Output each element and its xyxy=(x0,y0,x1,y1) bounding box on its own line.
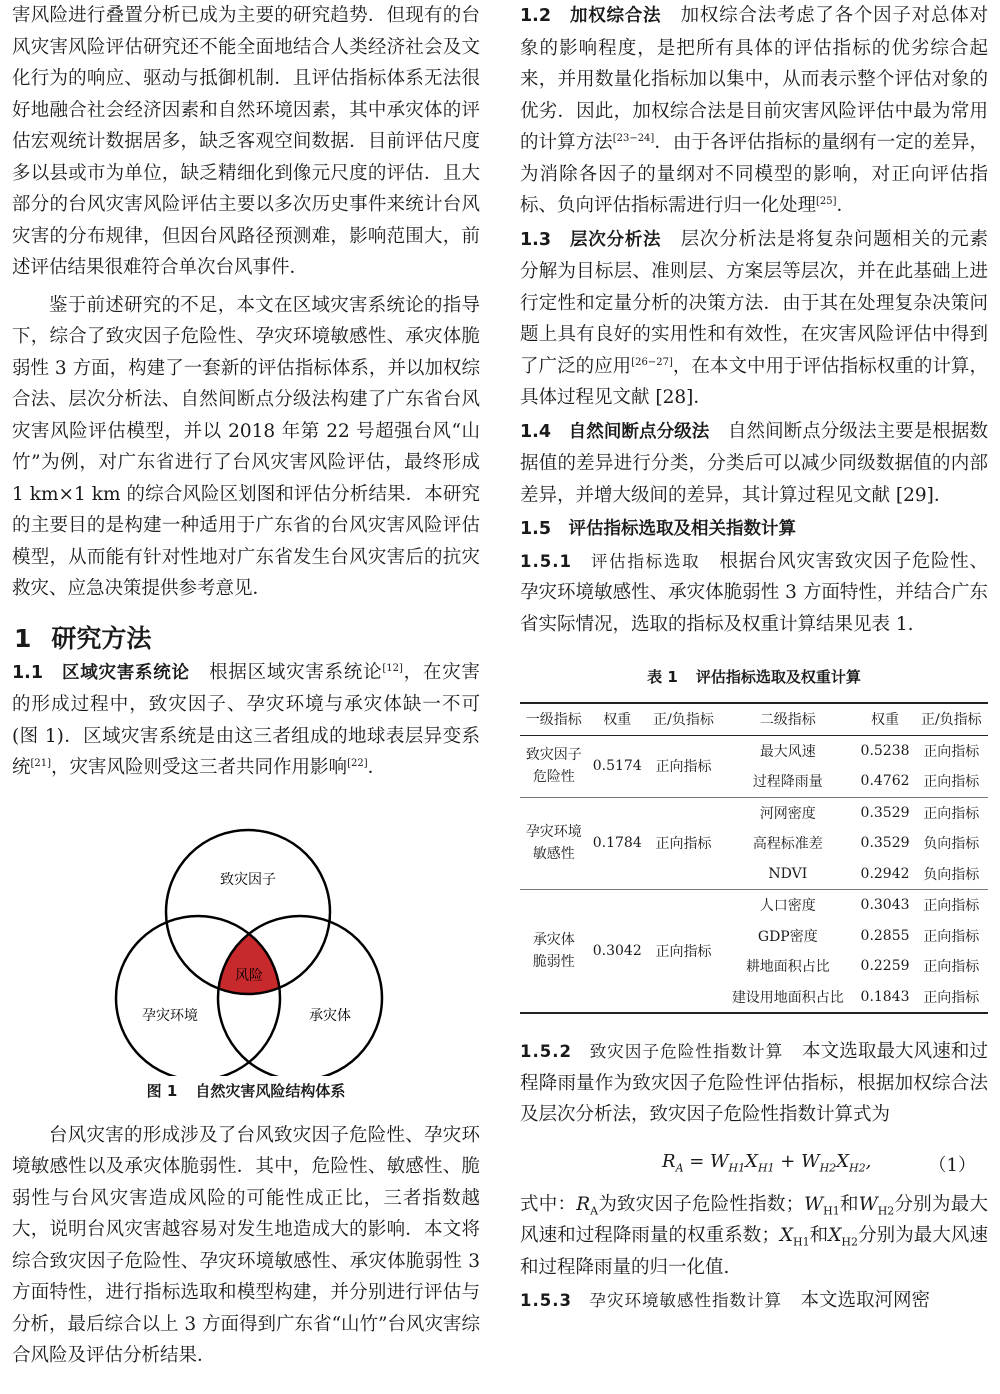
secondary-weight: 0.3043 xyxy=(860,897,910,914)
primary-direction: 正向指标 xyxy=(647,797,720,890)
paragraph-equation-variables: 式中：$R_A$为致灾因子危险性指数；$W_{H1}$和$W_{H2}$分别为最大风速和过程降雨量的权重系数；$X_{H1}$和$X_{H2}$分别为最大风速和过程降雨量的归一化值. xyxy=(520,1193,988,1278)
paragraph-1-5-1: 1.5.1 评估指标选取 根据台风灾害致灾因子危险性、孕灾环境敏感性、承灾体脆弱性 3 方面特性，并结合广东省实际情况，选取的指标及权重计算结果见表 1. xyxy=(520,550,988,635)
column-header: 二级指标 xyxy=(720,703,855,735)
secondary-indicator: 人口密度 xyxy=(759,898,816,915)
secondary-direction: 负向指标 xyxy=(915,859,988,890)
primary-indicator: 孕灾环境 敏感性 xyxy=(520,797,588,890)
heading-1-5-1: 评估指标选取 xyxy=(590,551,701,571)
secondary-direction: 正向指标 xyxy=(923,805,980,822)
secondary-weight: 0.4762 xyxy=(855,766,914,797)
table-header-row xyxy=(520,703,988,735)
section-number: 1 xyxy=(14,623,32,653)
exposure-circle xyxy=(218,916,382,1076)
column-header: 权重 xyxy=(855,703,914,735)
primary-indicator: 致灾因子 危险性 xyxy=(520,735,588,797)
citation: [26−27] xyxy=(631,356,673,368)
equation-number: （1） xyxy=(928,1154,976,1176)
primary-direction: 正向指标 xyxy=(647,735,720,797)
secondary-weight: 0.2855 xyxy=(860,927,910,944)
heading-1-3: 1.3 层次分析法 xyxy=(520,229,662,250)
table-1-caption: 表 1 评估指标选取及权重计算 xyxy=(647,668,861,686)
environment-circle xyxy=(116,916,280,1076)
secondary-indicator: 高程标准差 xyxy=(752,836,823,853)
secondary-direction: 正向指标 xyxy=(923,743,980,760)
table-row xyxy=(520,797,988,828)
secondary-weight: 0.2942 xyxy=(855,859,914,890)
column-header: 正/负指标 xyxy=(915,703,988,735)
left-column xyxy=(12,0,480,1372)
citation: [21] xyxy=(30,757,52,769)
heading-1-5: 1.5 评估指标选取及相关指数计算 xyxy=(520,519,796,539)
primary-indicator: 承灾体 脆弱性 xyxy=(520,890,588,1014)
venn-diagram xyxy=(12,788,480,1076)
secondary-weight: 0.2259 xyxy=(860,958,910,975)
secondary-direction: 正向指标 xyxy=(923,928,980,945)
secondary-weight: 0.5238 xyxy=(860,742,910,759)
equation-1 xyxy=(520,1151,988,1177)
secondary-direction: 正向指标 xyxy=(915,766,988,797)
citation: [22] xyxy=(347,757,368,769)
secondary-direction: 正向指标 xyxy=(923,959,980,976)
secondary-weight: 0.3529 xyxy=(860,804,910,821)
secondary-weight: 0.3529 xyxy=(860,835,910,852)
column-header: 正/负指标 xyxy=(647,703,720,735)
secondary-indicator: NDVI xyxy=(720,859,855,890)
paragraph-1-5-3: 1.5.3 孕灾环境敏感性指数计算 本文选取河网密 xyxy=(520,1290,931,1311)
heading-1-5-2: 致灾因子危险性指数计算 xyxy=(589,1042,784,1061)
paragraph-1-3: 1.3 层次分析法 层次分析法是将复杂问题相关的元素分解为目标层、准则层、方案层等层次，并在此基础上进行定性和定量分析的决策方法．由于其在处理复杂决策问题上具有良好的实用性和有效性，在灾害风险评估中得到了广泛的应用[26−27]，在本文中用于评估指标权重的计算，具体过程见文献 [28]． xyxy=(520,228,988,408)
figure-1 xyxy=(12,788,480,1076)
label-risk: 风险 xyxy=(235,967,263,984)
paragraph-typhoon-formation: 台风灾害的形成涉及了台风致灾因子危险性、孕灾环境敏感性以及承灾体脆弱性．其中，危险性、敏感性、脆弱性与台风灾害造成风险的可能性成正比，三者指数越大，说明台风灾害越容易对发生地造成大的影响．本文将综合致灾因子危险性、孕灾环境敏感性、承灾体脆弱性 3 方面特性，进行指标选取和模型构建，并分别进行评估与分析，最后综合以上 3 方面得到广东省“山竹”台风灾害综合风险及评估分析结果． xyxy=(12,1124,480,1366)
citation: [23−24] xyxy=(612,132,655,144)
column-header: 一级指标 xyxy=(520,703,588,735)
heading-1-2: 1.2 加权综合法 xyxy=(520,6,662,26)
equation-body: $R_A = W_{H1}X_{H1} + W_{H2}X_{H2}$, xyxy=(662,1150,872,1175)
citation: [25] xyxy=(816,195,837,207)
heading-1-5-3: 孕灾环境敏感性指数计算 xyxy=(589,1291,782,1310)
secondary-weight: 0.1843 xyxy=(855,982,914,1014)
section-title: 研究方法 xyxy=(51,623,152,653)
paragraph-study-aim: 鉴于前述研究的不足，本文在区域灾害系统论的指导下，综合了致灾因子危险性、孕灾环境敏感性、承灾体脆弱性 3 方面，构建了一套新的评估指标体系，并以加权综合法、层次分析法、自然间断点分级法构建了广东省台风灾害风险评估模型，并以 2018 年第 22 号超强台风“山竹”为例，对广东省进行了台风灾害风险评估，最终形成 1 km×1 km 的综合风险区划图和评估分析结果．本研究的主要目的是构建一种适用于广东省的台风灾害风险评估模型，从而能有针对性地对广东省发生台风灾害后的抗灾救灾、应急决策提供参考意见． xyxy=(12,294,480,599)
secondary-indicator: 过程降雨量 xyxy=(720,766,855,797)
primary-weight: 0.3042 xyxy=(588,890,647,1014)
secondary-direction: 正向指标 xyxy=(923,898,980,915)
table-row xyxy=(520,890,988,921)
heading-1-1: 1.1 区域灾害系统论 xyxy=(12,662,190,683)
paragraph-1-4: 1.4 自然间断点分级法 自然间断点分级法主要是根据数据值的差异进行分类，分类后可以减少同级数据值的内部差异，并增大级间的差异，其计算过程见文献 [29]． xyxy=(520,420,988,506)
paragraph-intro-continued: 害风险进行叠置分析已成为主要的研究趋势．但现有的台风灾害风险评估研究还不能全面地结合人类经济社会及文化行为的响应、驱动与抵御机制．且评估指标体系无法很好地融合社会经济因素和自然环境因素，其中承灾体的评估宏观统计数据居多，缺乏客观空间数据．目前评估尺度多以县或市为单位，缺乏精细化到像元尺度的评估．且大部分的台风灾害风险评估主要以多次历史事件来统计台风灾害的分布规律，但因台风路径预测难，影响范围大，前述评估结果很难符合单次台风事件． xyxy=(12,5,480,278)
table-row xyxy=(520,735,988,766)
label-environment: 孕灾环境 xyxy=(142,1007,198,1024)
section-1-heading xyxy=(14,619,480,653)
secondary-direction: 正向指标 xyxy=(915,982,988,1014)
paragraph-1-1: 1.1 区域灾害系统论 根据区域灾害系统论[12]，在灾害的形成过程中，致灾因子、孕灾环境与承灾体缺一不可(图 1)．区域灾害系统是由这三者组成的地球表层异变系统[21]，灾害风险则受这三者共同作用影响[22]． xyxy=(12,661,480,778)
secondary-indicator: 河网密度 xyxy=(759,805,816,822)
figure-1-caption: 图 1 自然灾害风险结构体系 xyxy=(146,1081,346,1100)
heading-1-4: 1.4 自然间断点分级法 xyxy=(520,421,710,442)
secondary-indicator: 建设用地面积占比 xyxy=(720,982,855,1014)
indicator-weights-table xyxy=(520,702,988,1014)
paragraph-1-2: 1.2 加权综合法 加权综合法考虑了各个因子对总体对象的影响程度，是把所有具体的评估指标的优劣综合起来，并用数量化指标加以集中，从而表示整个评估对象的优劣．因此，加权综合法是目前灾害风险评估中最为常用的计算方法[23−24]．由于各评估指标的量纲有一定的差异，为消除各因子的量纲对不同模型的影响，对正向评估指标、负向评估指标需进行归一化处理[25]． xyxy=(520,5,988,216)
secondary-indicator: GDP密度 xyxy=(757,928,818,945)
secondary-indicator: 耕地面积占比 xyxy=(745,959,830,976)
primary-weight: 0.1784 xyxy=(588,797,647,890)
column-header: 权重 xyxy=(588,703,647,735)
citation: [12] xyxy=(382,662,403,674)
label-hazard: 致灾因子 xyxy=(220,871,276,888)
label-exposure: 承灾体 xyxy=(309,1007,351,1024)
primary-weight: 0.5174 xyxy=(588,735,647,797)
secondary-direction: 负向指标 xyxy=(923,836,980,853)
secondary-indicator: 最大风速 xyxy=(759,743,816,760)
right-column xyxy=(520,0,988,1317)
paragraph-1-5-2: 1.5.2 致灾因子危险性指数计算 本文选取最大风速和过程降雨量作为致灾因子危险性评估指标，根据加权综合法及层次分析法，致灾因子危险性指数计算式为 xyxy=(520,1041,988,1125)
primary-direction: 正向指标 xyxy=(647,890,720,1014)
